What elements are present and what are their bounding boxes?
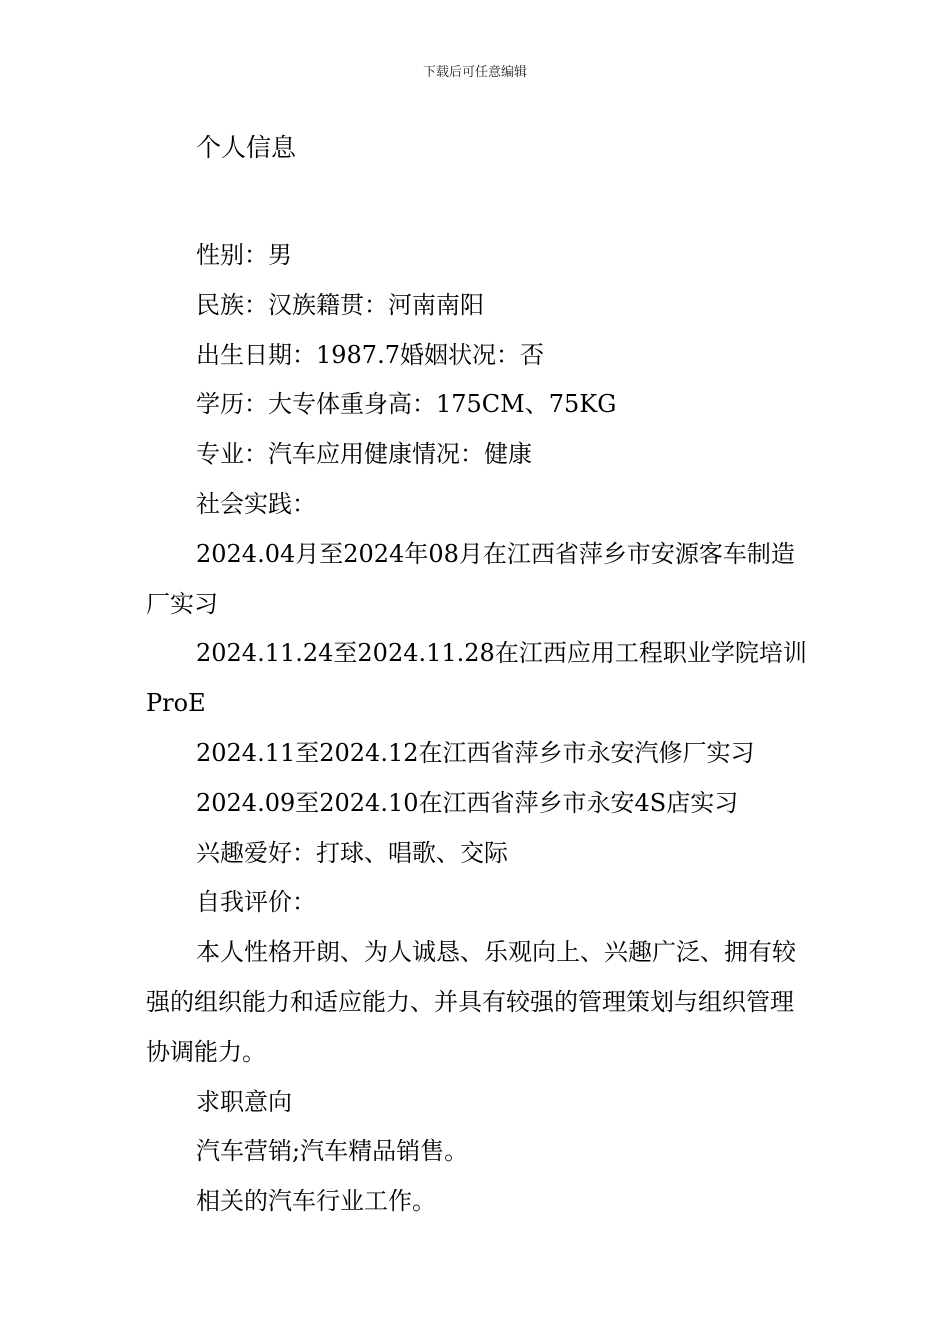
practice-item-3: 2024.11至2024.12在江西省萍乡市永安汽修厂实习 <box>196 738 755 767</box>
practice-item-1: 2024.04月至2024年08月在江西省萍乡市安源客车制造厂实习 <box>146 539 795 618</box>
ethnicity-origin-line: 民族：汉族籍贯：河南南阳 <box>196 290 484 319</box>
section-title-personal-info: 个人信息 <box>196 133 297 162</box>
major-health-line: 专业：汽车应用健康情况：健康 <box>196 440 532 469</box>
gender-line: 性别：男 <box>196 241 292 269</box>
page-header-note: 下载后可任意编辑 <box>422 65 527 80</box>
objective-line-2: 相关的汽车行业工作。 <box>196 1187 436 1216</box>
document-body <box>146 231 808 1227</box>
hobbies-line: 兴趣爱好：打球、唱歌、交际 <box>196 838 508 867</box>
objective-line-1: 汽车营销;汽车精品销售。 <box>196 1137 469 1166</box>
education-body-line: 学历：大专体重身高：175CM、75KG <box>196 390 617 419</box>
practice-item-4: 2024.09至2024.10在江西省萍乡市永安4S店实习 <box>196 788 739 817</box>
practice-heading: 社会实践： <box>196 489 316 518</box>
practice-item-2: 2024.11.24至2024.11.28在江西应用工程职业学院培训ProE <box>146 639 807 718</box>
self-eval-heading: 自我评价： <box>196 888 316 917</box>
birth-marital-line: 出生日期：1987.7婚姻状况：否 <box>196 340 544 369</box>
self-eval-paragraph: 本人性格开朗、为人诚恳、乐观向上、兴趣广泛、拥有较强的组织能力和适应能力、并具有较强的管理策划与组织管理协调能力。 <box>146 938 796 1066</box>
objective-heading: 求职意向 <box>196 1087 292 1116</box>
